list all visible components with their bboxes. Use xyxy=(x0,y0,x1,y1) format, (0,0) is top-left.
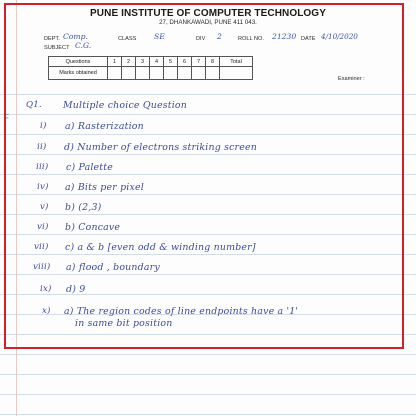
answer-text: d) Number of electrons striking screen xyxy=(64,142,257,153)
answer-number: iv) xyxy=(37,182,49,192)
answer-text-continued: in same bit position xyxy=(75,318,173,329)
question-number-cell: 7 xyxy=(192,57,206,67)
answer-text: b) (2,3) xyxy=(65,202,102,213)
questions-header: Questions xyxy=(49,57,108,67)
answer-text: a) Bits per pixel xyxy=(65,182,144,193)
roll-no-value: 21230 xyxy=(272,32,297,41)
margin-tick-mark: F xyxy=(3,112,10,125)
examiner-label: Examiner : xyxy=(338,76,365,82)
institution-address: 27, DHANKAWADI, PUNE 411 043. xyxy=(159,19,257,26)
answer-number: iii) xyxy=(36,162,49,172)
class-label: CLASS xyxy=(118,36,137,42)
div-label: DIV xyxy=(196,36,206,42)
answer-number: ix) xyxy=(40,284,52,294)
subject-label: SUBJECT xyxy=(44,45,70,51)
question-title: Multiple choice Question xyxy=(63,100,187,111)
answer-number: viii) xyxy=(33,262,51,272)
question-number-cell: 1 xyxy=(108,57,122,67)
answer-text: a) flood , boundary xyxy=(66,262,160,273)
answer-text: a) Rasterization xyxy=(65,121,144,132)
question-number-cell: 4 xyxy=(150,57,164,67)
question-number-cell: 2 xyxy=(122,57,136,67)
question-number-cell: 8 xyxy=(206,57,220,67)
date-label: DATE xyxy=(301,36,316,42)
answer-number: ii) xyxy=(37,142,47,152)
ruled-line xyxy=(0,414,416,415)
answer-text: c) Palette xyxy=(66,162,113,173)
marks-obtained-header: Marks obtained xyxy=(49,67,108,80)
dept-value: Comp. xyxy=(63,32,88,41)
question-number-cell: 6 xyxy=(178,57,192,67)
class-value: SE xyxy=(154,32,165,41)
roll-no-label: ROLL NO. xyxy=(238,36,264,42)
question-label: Q1. xyxy=(26,100,42,110)
answer-text: a) The region codes of line endpoints have a '1' xyxy=(64,306,299,317)
answer-text: c) a & b [even odd & winding number] xyxy=(65,242,256,253)
question-number-cell: 3 xyxy=(136,57,150,67)
dept-label: DEPT. xyxy=(44,36,60,42)
institution-name: PUNE INSTITUTE OF COMPUTER TECHNOLOGY xyxy=(90,8,326,19)
answer-number: i) xyxy=(40,121,47,131)
ruled-line xyxy=(0,354,416,355)
ruled-line xyxy=(0,374,416,375)
ruled-line xyxy=(0,394,416,395)
answer-number: vii) xyxy=(34,242,49,252)
total-header: Total xyxy=(220,57,253,67)
answer-number: v) xyxy=(40,202,49,212)
answer-text: d) 9 xyxy=(66,284,86,295)
question-number-cell: 5 xyxy=(164,57,178,67)
date-value: 4/10/2020 xyxy=(321,32,358,41)
div-value: 2 xyxy=(217,32,222,41)
answer-number: x) xyxy=(42,306,51,316)
answer-number: vi) xyxy=(37,222,49,232)
red-annotation-border xyxy=(4,3,404,349)
subject-value: C.G. xyxy=(75,41,92,50)
answer-text: b) Concave xyxy=(65,222,121,233)
